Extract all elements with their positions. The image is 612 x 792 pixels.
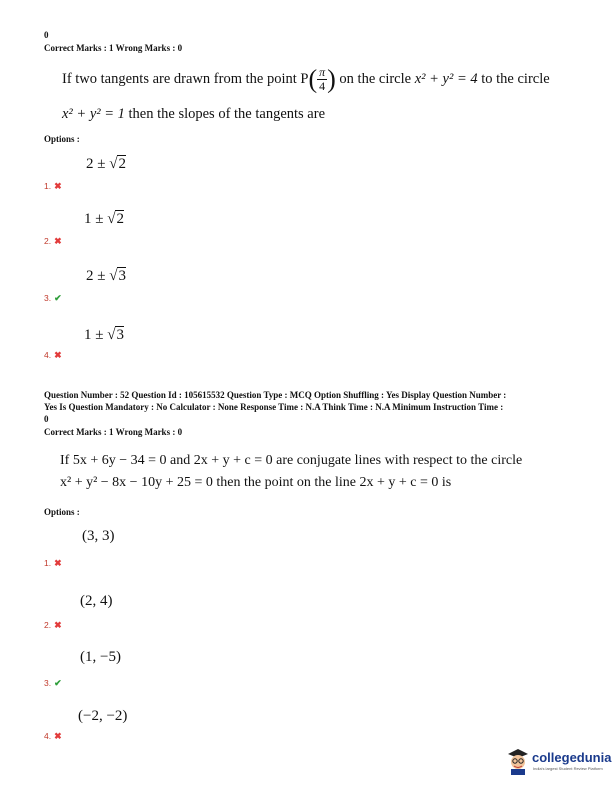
question-text-line-1: If 5x + 6y − 34 = 0 and 2x + y + c = 0 are conjugate lines with respect to the circle [60,453,523,468]
option-1[interactable]: 1. ✖ [44,558,62,568]
option-2-value: (2, 4) [80,593,113,609]
question-text-line-2 [62,104,325,124]
option-1[interactable]: 1. ✖ [44,181,62,191]
options-label: Options : [44,134,80,144]
option-2[interactable]: 2. ✖ [44,236,62,246]
question-header-line-1: Question Number : 52 Question Id : 105615532 Question Type : MCQ Option Shuffling : Yes Display Question Number : [44,390,507,400]
option-3-value: (1, −5) [80,649,121,665]
option-3[interactable]: 3. ✔ [44,678,62,688]
equation: x² + y² = 4 [414,70,478,87]
marks-line: Correct Marks : 1 Wrong Marks : 0 [44,43,183,53]
wrong-mark-icon: ✖ [54,236,62,246]
option-4-value: 1 ± √3 [84,327,124,343]
option-4-value: (−2, −2) [78,708,128,724]
numerator: π [319,65,326,79]
wrong-mark-icon: ✖ [54,350,62,360]
question-header-line-2: Yes Is Question Mandatory : No Calculator : None Response Time : N.A Think Time : N.A Minimum Instruction Time : [44,402,504,412]
options-label: Options : [44,507,80,517]
wrong-mark-icon: ✖ [54,181,62,191]
wrong-mark-icon: ✖ [54,558,62,568]
logo-name: collegedunia [532,750,612,765]
wrong-mark-icon: ✖ [54,731,62,741]
equation: x² + y² = 1 [62,106,125,122]
check-mark-icon: ✔ [54,293,62,303]
marks-line: Correct Marks : 1 Wrong Marks : 0 [44,427,183,437]
option-3[interactable]: 3. ✔ [44,293,62,303]
question-text: to the circle [481,70,550,87]
option-1-value: (3, 3) [82,528,115,544]
question-text: then the slopes of the tangents are [128,106,326,122]
option-2-value: 1 ± √2 [84,211,124,227]
option-2[interactable]: 2. ✖ [44,620,62,630]
wrong-mark-icon: ✖ [54,620,62,630]
logo-tagline: India's largest Student Review Platform [533,766,603,771]
option-4[interactable]: 4. ✖ [44,350,62,360]
question-header-line-3: 0 [44,414,49,424]
question-text: If two tangents are drawn from the point P [62,70,309,87]
option-1-value: 2 ± √2 [86,156,126,172]
fraction [317,66,327,93]
option-3-value: 2 ± √3 [86,268,126,284]
question-number-0: 0 [44,30,49,40]
denominator: 4 [319,79,326,93]
question-text: on the circle [339,70,412,87]
question-text-line-2: x² + y² − 8x − 10y + 25 = 0 then the point on the line 2x + y + c = 0 is [60,475,452,490]
check-mark-icon: ✔ [54,678,62,688]
question-text-line-1: If two tangents are drawn from the point P( $\frac{\pi}{4}$ ) on the circle x² + y² = 4 to the circle [62,64,550,94]
mascot-icon [506,746,530,776]
option-4[interactable]: 4. ✖ [44,731,62,741]
collegedunia-logo [506,744,612,780]
